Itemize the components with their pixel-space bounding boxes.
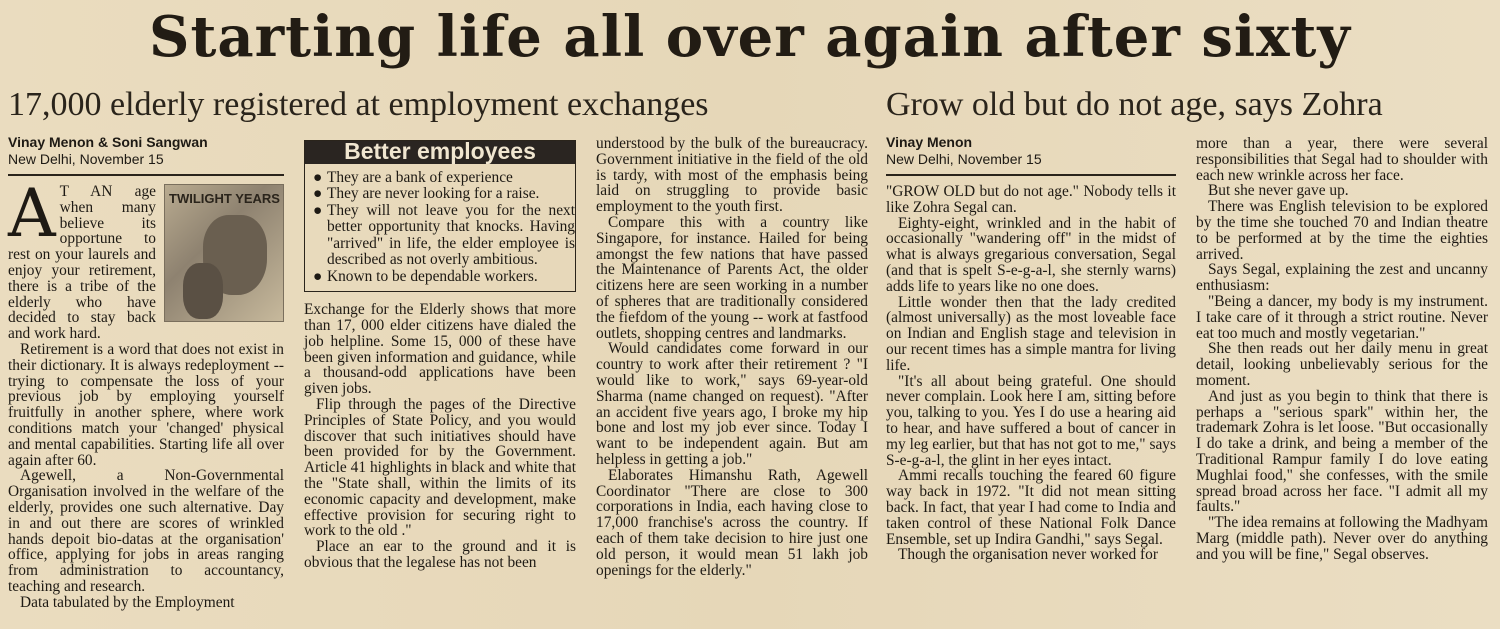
list-item-text: They will not leave you for the next better opportunity that knocks. Having "arrived" in life, the elder employee is described as not overly ambitious.	[327, 201, 575, 269]
paragraph: Retirement is a word that does not exist in their dictionary. It is always redeployment -- trying to compensate the loss of your previous job by employing yourself fruitfully in another sphere, where work conditions match your 'changed' physical and mental capabilities. Starting life all over again after 60.	[8, 340, 284, 469]
paragraph: "Being a dancer, my body is my instrument. I take care of it through a strict routine. Never eat too much and mostly vegetarian."	[1196, 292, 1488, 342]
paragraph: Agewell, a Non-Governmental Organisation involved in the welfare of the elderly, provides one such alternative. Day in and out there are scores of wrinkled hands depoit bio-datas at the organisation' office, applying for jobs in areas ranging from administration to accountancy, teaching and research.	[8, 467, 284, 595]
byline	[8, 134, 284, 168]
left-story-column-1	[8, 134, 284, 611]
left-story-column-2	[304, 140, 576, 571]
paragraph: Compare this with a country like Singapore, for instance. Hailed for being amongst the few nations that have passed the Maintenance of Parents Act, the older citizens here are seen working in a number of spheres that are traditionally considered the fiefdom of the young -- work at fastfood outlets, shopping centres and landmarks.	[596, 213, 868, 342]
paragraph: Elaborates Himanshu Rath, Agewell Coordinator "There are close to 300 corporations in India, each having close to 17,000 franchise's across the country. If each of them take decision to hire just one old person, it would mean 51 lakh job openings for the elderly."	[596, 466, 868, 579]
paragraph: Ammi recalls touching the feared 60 figure way back in 1972. "It did not mean sitting back. In fact, that year I had come to India and taken control of these National Folk Dance Ensemble, set up Indira Gandhi," says Segal.	[886, 467, 1176, 548]
subheadline-left: 17,000 elderly registered at employment exchanges	[8, 86, 709, 123]
list-item	[313, 170, 575, 187]
right-story-column-1	[886, 134, 1176, 563]
left-story-column-3	[596, 136, 868, 578]
paragraph: Flip through the pages of the Directive Principles of State Policy, and you would discover that such initiatives should have been provided for by the Government. Article 41 highlights in black and white that the "State shall, within the limits of its economic capacity and development, make effective provision for securing right to work to the old ."	[304, 396, 576, 540]
paragraph: Exchange for the Elderly shows that more than 17, 000 elder citizens have dialed the job helpline. Some 15, 000 of these have been given information and guidance, while a thousand-odd applications have been given jobs.	[304, 301, 576, 398]
photo-subject-hand	[183, 263, 223, 319]
list-item-text: Known to be dependable workers.	[327, 267, 538, 285]
subheadline-right: Grow old but do not age, says Zohra	[886, 86, 1383, 123]
paragraph: Would candidates come forward in our country to work after their retirement ? "I would like to work," says 69-year-old Sharma (name changed on request). "After an accident five years ago, I broke my hip bone and lost my job ever since. Today I want to be independent again. But am helpless in getting a job."	[596, 340, 868, 468]
paragraph: "The idea remains at following the Madhyam Marg (middle path). Never over do anything and you will be fine," Segal observes.	[1196, 514, 1488, 563]
list-item	[313, 269, 575, 286]
paragraph: But she never gave up.	[1208, 182, 1349, 200]
byline-dateline: New Delhi, November 15	[8, 151, 164, 167]
paragraph: Says Segal, explaining the zest and uncanny enthusiasm:	[1196, 261, 1488, 295]
divider	[886, 174, 1176, 176]
right-story-column-2	[1196, 136, 1488, 563]
paragraph: Data tabulated by the Employment	[20, 593, 235, 611]
bullet-icon: ●	[313, 168, 323, 186]
paragraph: And just as you begin to think that there is perhaps a "serious spark" within her, the trademark Zohra is let loose. "But occasionally I do take a drink, and being a member of the Traditional Rampur family I do love eating Mughlai food," she confesses, with the smile spread broad across her face. "I admit all my faults."	[1196, 387, 1488, 516]
byline-author: Vinay Menon	[886, 134, 973, 150]
byline-dateline: New Delhi, November 15	[886, 151, 1042, 167]
bullet-icon: ●	[313, 267, 323, 285]
list-item	[313, 203, 575, 269]
paragraph: She then reads out her daily menu in great detail, looking unbelievably serious for the moment.	[1196, 340, 1488, 389]
list-item-text: They are a bank of experience	[327, 168, 513, 186]
byline	[886, 134, 1176, 168]
paragraph: There was English television to be explored by the time she touched 70 and Indian theatre to be performed at by the time the eighties arrived.	[1196, 198, 1488, 263]
paragraph: Though the organisation never worked for	[898, 546, 1159, 564]
paragraph: "It's all about being grateful. One should never complain. Look here I am, sitting before you, talking to you. Yes I do use a hearing aid to hear, and have suffered a bout of cancer in my leg earlier, but that has not got to me," says S-e-g-a-l, the glint in her eyes intact.	[886, 372, 1176, 469]
bullet-icon: ●	[313, 201, 323, 219]
list-item	[313, 186, 575, 203]
paragraph: Eighty-eight, wrinkled and in the habit of occasionally "wandering off" in the midst of what is always gregarious conversation, Segal (and that is spelt S-e-g-a-l, she sternly warns) adds life to years like no one does.	[886, 214, 1176, 295]
bullet-icon: ●	[313, 185, 323, 203]
paragraph: more than a year, there were several responsibilities that Segal had to shoulder with each new wrinkle across her face.	[1196, 135, 1488, 184]
intro-text: T AN age when many believe its opportune to rest on your laurels and enjoy your retirement, there is a tribe of the elderly who have decided to stay back and work hard.	[8, 183, 156, 343]
headline: Starting life all over again after sixty	[149, 4, 1351, 70]
box-list	[313, 170, 575, 286]
paragraph: Place an ear to the ground and it is obvious that the legalese has not been	[304, 538, 576, 572]
list-item-text: They are never looking for a raise.	[327, 185, 540, 203]
byline-authors: Vinay Menon & Soni Sangwan	[8, 134, 208, 150]
paragraph: understood by the bulk of the bureaucracy. Government initiative in the field of the old is tardy, with most of the emphasis being laid on struggling to provide basic employment to the youth first.	[596, 135, 868, 216]
better-employees-box	[304, 140, 576, 292]
photo-twilight-years	[164, 184, 284, 322]
paragraph: "GROW OLD but do not age." Nobody tells it like Zohra Segal can.	[886, 183, 1176, 216]
photo-caption: TWILIGHT YEARS	[169, 191, 280, 206]
paragraph: Little wonder then that the lady credited (almost universally) as the most loveable face on Indian and English stage and television in our recent times has a simple mantra for living life.	[886, 293, 1176, 374]
box-title: Better employees	[305, 141, 575, 164]
dropcap: A	[8, 175, 56, 252]
